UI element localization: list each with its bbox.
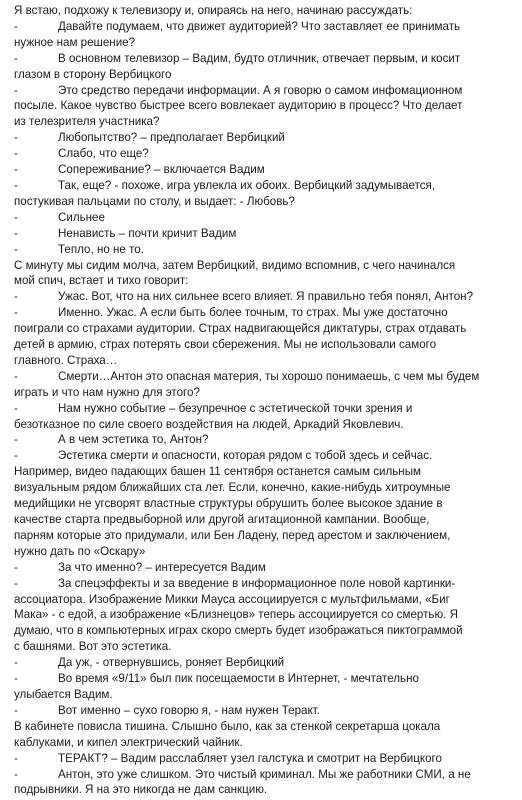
dialogue-text: Вот именно – сухо говорю я, - нам нужен Теракт. [58, 703, 320, 717]
dialogue-line [14, 576, 514, 592]
dialogue-continuation: посыле. Какое чувство быстрее всего вовлекает аудиторию в процесс? Что делает [14, 99, 463, 113]
dialogue-continuation: детей в армию, страх потерять свои сбережения. Мы не использовали самого [14, 338, 437, 352]
dialogue-dash: - [14, 369, 18, 383]
narrative-paragraph [14, 258, 514, 290]
dialogue-line [14, 671, 514, 687]
dialogue-continuation: главного. Страха… [14, 353, 118, 367]
dialogue-text: Эстетика смерти и опасности, которая рядом с тобой здесь и сейчас. [58, 449, 433, 463]
dialogue-dash: - [14, 576, 18, 590]
dialogue-continuation: нужно дать по «Оскару» [14, 544, 146, 558]
dialogue-dash: - [14, 656, 18, 670]
dialogue-continuation: с башнями. Вот это эстетика. [14, 640, 172, 654]
dialogue-text: За что именно? – интересуется Вадим [58, 560, 266, 574]
dialogue-line [14, 146, 514, 162]
dialogue-text: Сильнее [58, 210, 105, 224]
dialogue-line [14, 242, 514, 258]
dialogue-line [14, 432, 514, 448]
dialogue-line [14, 51, 514, 67]
dialogue-dash: - [14, 767, 18, 781]
dialogue-text: А в чем эстетика то, Антон? [58, 433, 209, 447]
dialogue-line [14, 655, 514, 671]
dialogue-dash: - [14, 210, 18, 224]
dialogue-text: Ужас. Вот, что на них сильнее всего влияет. Я правильно тебя понял, Антон? [58, 290, 474, 304]
dialogue-dash: - [14, 178, 18, 192]
dialogue-text: Смерти…Антон это опасная материя, ты хорошо понимаешь, с чем мы будем [58, 369, 480, 383]
dialogue-line [14, 162, 514, 178]
dialogue-dash: - [14, 19, 18, 33]
dialogue-text: Тепло, но не то. [58, 242, 144, 256]
text-line: В кабинете повисла тишина. Слышно было, как за стенкой секретарша цокала [14, 719, 441, 733]
dialogue-continuation: Мака» - с едой, а изображение «Близнецов» теперь ассоциируется со смертью. Я [14, 608, 458, 622]
dialogue-line [14, 703, 514, 719]
dialogue-continuation: подрывники. Я на это никогда не дам санкцию. [14, 783, 268, 797]
dialogue-text: Нам нужно событие – безупречное с эстетической точки зрения и [58, 401, 413, 415]
dialogue-dash: - [14, 401, 18, 415]
dialogue-dash: - [14, 560, 18, 574]
dialogue-text: Так, еще? - похоже, игра увлекла их обоих. Вербицкий задумывается, [58, 178, 436, 192]
dialogue-line [14, 19, 514, 35]
dialogue-continuation: играть и что нам нужно для этого? [14, 385, 200, 399]
text-line: каблуками, и кипел электрический чайник. [14, 735, 243, 749]
dialogue-line [14, 751, 514, 767]
dialogue-continuation: глазом в сторону Вербицкого [14, 67, 172, 81]
dialogue-line [14, 289, 514, 305]
dialogue-dash: - [14, 306, 18, 320]
dialogue-text: ТЕРАКТ? – Вадим расслабляет узел галстука и смотрит на Вербицкого [58, 751, 442, 765]
dialogue-line [14, 767, 514, 783]
dialogue-continuation: Например, видео падающих башен 11 сентября останется самым сильным [14, 465, 421, 479]
dialogue-text: В основном телевизор – Вадим, будто отличник, отвечает первым, и косит [58, 51, 461, 65]
dialogue-continuation: визуальным рядом ближайших ста лет. Если, конечно, какие-нибудь хитроумные [14, 481, 451, 495]
dialogue-line [14, 178, 514, 194]
dialogue-line [14, 210, 514, 226]
dialogue-dash: - [14, 51, 18, 65]
dialogue-dash: - [14, 226, 18, 240]
dialogue-line [14, 560, 514, 576]
dialogue-continuation: поиграли со страхами аудитории. Страх надвигающейся диктатуры, страх отдавать [14, 322, 467, 336]
dialogue-continuation: парням которые это придумали, или Бен Ладену, перед арестом и заключением, [14, 528, 451, 542]
dialogue-dash: - [14, 751, 18, 765]
dialogue-text: Ненависть – почти кричит Вадим [58, 226, 237, 240]
dialogue-continuation: улыбается Вадим. [14, 687, 113, 701]
dialogue-dash: - [14, 131, 18, 145]
dialogue-text: Сопереживание? – включается Вадим [58, 163, 265, 177]
dialogue-text: Антон, это уже слишком. Это чистый криминал. Мы же работники СМИ, а не [58, 767, 471, 781]
dialogue-dash: - [14, 672, 18, 686]
dialogue-line [14, 130, 514, 146]
dialogue-dash: - [14, 83, 18, 97]
dialogue-line [14, 369, 514, 385]
dialogue-line [14, 305, 514, 321]
dialogue-continuation: безотказное по силе своего воздействия на людей, Аркадий Яковлевич. [14, 417, 404, 431]
dialogue-dash: - [14, 290, 18, 304]
dialogue-text: Давайте подумаем, что движет аудиторией? Что заставляет ее принимать [58, 19, 461, 33]
dialogue-continuation: думаю, что в компьютерных играх скоро смерть будет изображаться пиктограммой [14, 624, 463, 638]
dialogue-text: Во время «9/11» был пик посещаемости в Интернет, - мечтательно [58, 672, 419, 686]
dialogue-line [14, 226, 514, 242]
dialogue-line [14, 83, 514, 99]
dialogue-dash: - [14, 242, 18, 256]
text-line: мой спич, встает и тихо говорит: [14, 274, 189, 288]
dialogue-text: Именно. Ужас. А если быть более точным, то страх. Мы уже достаточно [58, 306, 448, 320]
dialogue-line [14, 401, 514, 417]
dialogue-dash: - [14, 163, 18, 177]
dialogue-dash: - [14, 703, 18, 717]
dialogue-text: Да уж, - отвернувшись, роняет Вербицкий [58, 656, 285, 670]
dialogue-dash: - [14, 433, 18, 447]
dialogue-line [14, 448, 514, 464]
dialogue-text: Это средство передачи информации. А я говорю о самом инфомационном [58, 83, 463, 97]
text-line: С минуту мы сидим молча, затем Вербицкий, видимо вспомнив, с чего начинался [14, 258, 456, 272]
narrative-paragraph [14, 3, 514, 19]
dialogue-continuation: нужное нам решение? [14, 35, 136, 49]
dialogue-continuation: ассоциатора. Изображение Микки Мауса ассоциируется с мультфильмами, «Биг [14, 592, 450, 606]
narrative-paragraph [14, 719, 514, 751]
text-line: Я встаю, подхожу к телевизору и, опираясь на него, начинаю рассуждать: [14, 4, 413, 17]
dialogue-continuation: качестве старта предвыборной или другой агитационной кампании. Вообще, [14, 513, 430, 526]
dialogue-continuation: постукивая пальцами по столу, и выдает: - Любовь? [14, 194, 295, 208]
dialogue-text: За спецэффекты и за введение в информационное поле новой картинки- [58, 576, 456, 590]
dialogue-text: Любопытство? – предполагает Вербицкий [58, 131, 285, 145]
dialogue-dash: - [14, 147, 18, 161]
dialogue-continuation: медийщики не угсворят властные структуры обрушить более высокое здание в [14, 497, 443, 511]
dialogue-text: Слабо, что еще? [58, 147, 149, 161]
dialogue-dash: - [14, 449, 18, 463]
dialogue-continuation: из телезрителя участника? [14, 115, 160, 129]
